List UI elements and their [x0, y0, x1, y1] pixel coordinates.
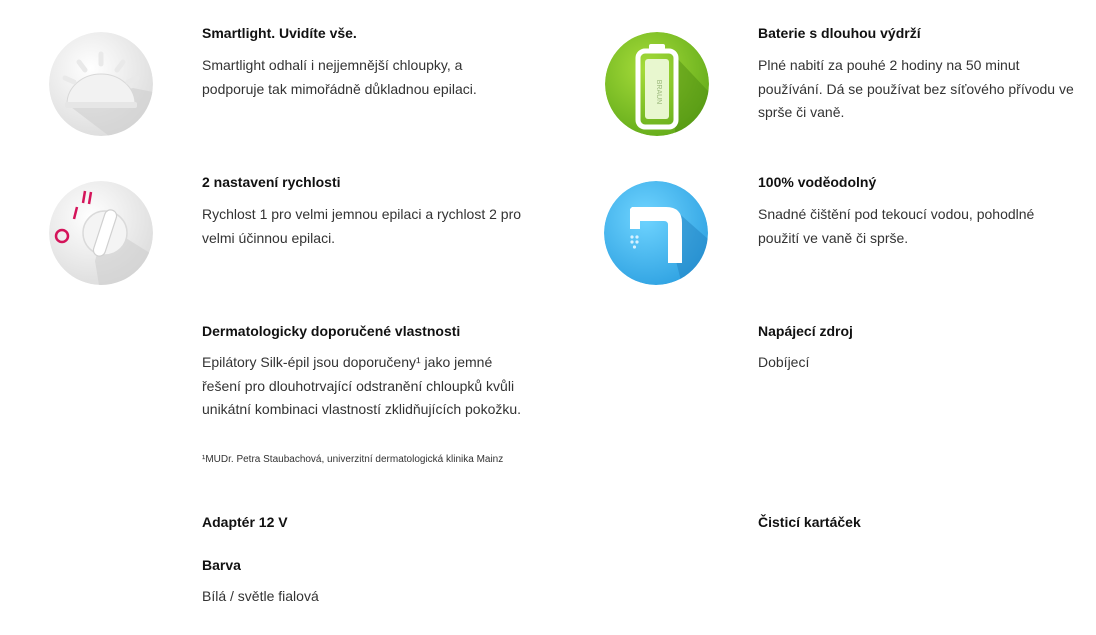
feature-title-speed: 2 nastavení rychlosti — [202, 174, 341, 190]
svg-text:BRAUN: BRAUN — [655, 79, 662, 105]
feature-desc-battery: Plné nabití za pouhé 2 hodiny na 50 minut používání. Dá se používat bez síťového přívodu ve sprše či vaně. — [758, 57, 1074, 120]
spec-title-power: Napájecí zdroj — [758, 323, 853, 339]
spec-title-dermatology: Dermatologicky doporučené vlastnosti — [202, 323, 461, 339]
feature-desc-waterproof: Snadné čištění pod tekoucí vodou, pohodlné použití ve vaně či sprše. — [758, 206, 1035, 246]
speed-dial-icon — [49, 181, 153, 285]
smartlight-icon — [49, 32, 153, 136]
battery-icon — [605, 32, 709, 136]
spec-footnote-dermatology: ¹MUDr. Petra Staubachová, univerzitní dermatologická klinika Mainz — [202, 454, 504, 465]
spec-value-color: Bílá / světle fialová — [202, 588, 319, 604]
spec-title-color: Barva — [202, 557, 241, 573]
feature-desc-smartlight: Smartlight odhalí i nejjemnější chloupky, a podporuje tak mimořádně důkladnou epilaci. — [202, 57, 477, 97]
spec-value-power: Dobíjecí — [758, 354, 810, 370]
water-faucet-icon — [604, 181, 708, 285]
spec-title-brush: Čisticí kartáček — [758, 514, 861, 530]
spec-desc-dermatology: Epilátory Silk-épil jsou doporučeny¹ jako jemné řešení pro dlouhotrvající odstranění chloupků kvůli unikátní kombinaci vlastností zklidňujících pokožku. — [202, 354, 522, 417]
feature-desc-speed: Rychlost 1 pro velmi jemnou epilaci a rychlost 2 pro velmi účinnou epilaci. — [202, 206, 522, 246]
battery-brand-label — [655, 80, 662, 105]
feature-title-smartlight: Smartlight. Uvidíte vše. — [202, 25, 357, 41]
feature-title-waterproof: 100% voděodolný — [758, 174, 877, 190]
feature-title-battery: Baterie s dlouhou výdrží — [758, 25, 921, 41]
spec-title-adapter: Adaptér 12 V — [202, 514, 288, 530]
